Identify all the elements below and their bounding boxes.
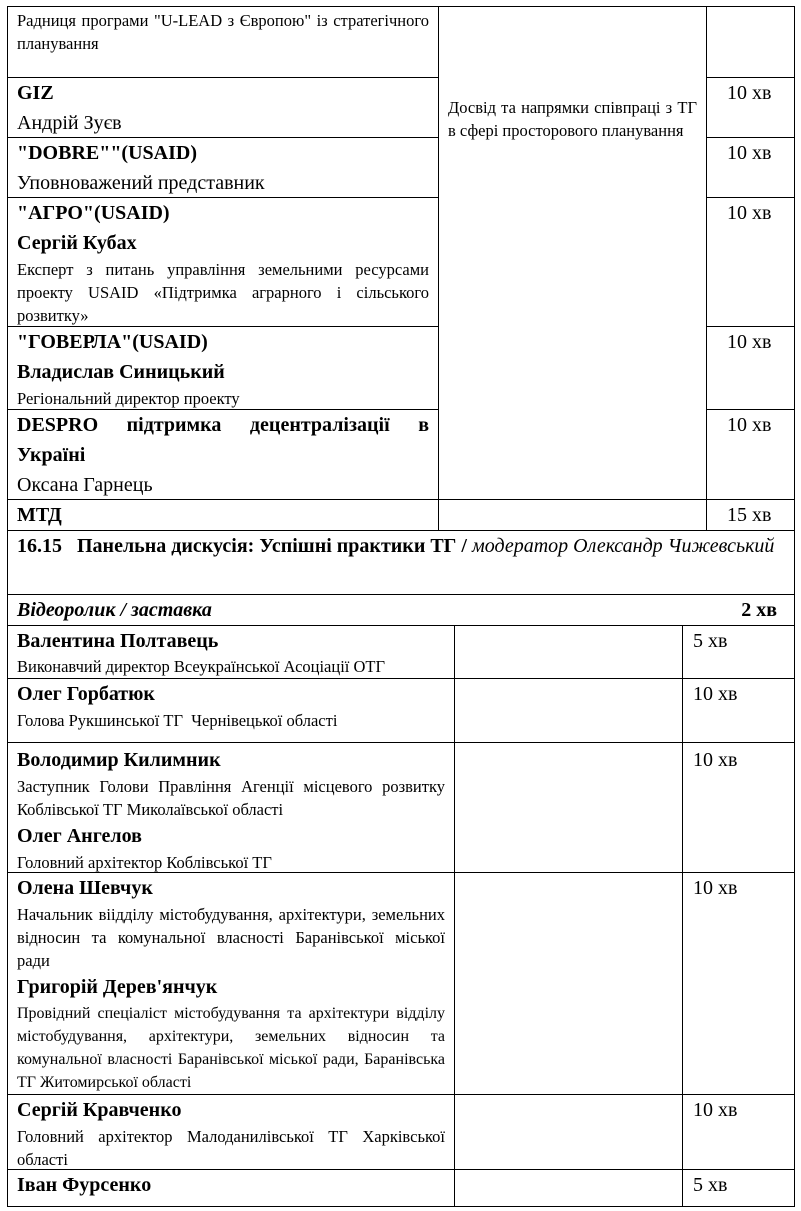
panel-title: Панельна дискусія: Успішні практики ТГ xyxy=(77,535,457,557)
empty-cell xyxy=(454,625,683,679)
duration: 5 хв xyxy=(693,630,728,652)
person-name: Оксана Гарнець xyxy=(17,474,153,496)
duration: 10 хв xyxy=(727,414,772,436)
empty-cell xyxy=(454,1094,683,1170)
panel-heading xyxy=(8,531,794,561)
video-duration: 2 хв xyxy=(741,599,777,621)
speaker-role: Виконавчий директор Всеукраїнської Асоціації ОТГ xyxy=(17,657,386,676)
empty-cell xyxy=(454,872,683,1095)
duration: 10 хв xyxy=(727,331,772,353)
speaker-name: Олег Ангелов xyxy=(17,825,142,847)
org-cell xyxy=(7,326,439,410)
empty-cell xyxy=(454,678,683,743)
org-cell xyxy=(7,197,439,327)
duration: 5 хв xyxy=(693,1174,728,1196)
panel-separator: / xyxy=(461,535,467,557)
duration: 10 хв xyxy=(727,142,772,164)
video-label: Відеоролик / заставка xyxy=(17,599,212,621)
topic-cell xyxy=(438,6,707,500)
speaker-role: Начальник віідділу містобудування, архітектури, земельних відносин та комунальної власності Баранівської міської ради xyxy=(17,905,445,970)
duration: 10 хв xyxy=(727,82,772,104)
speaker-cell xyxy=(7,625,455,679)
time-cell xyxy=(706,77,795,138)
person-name: Уповноважений представник xyxy=(17,172,265,194)
speaker-cell xyxy=(7,872,455,1095)
org-name: GIZ xyxy=(17,82,54,104)
org-cell xyxy=(7,409,439,500)
speaker-cell xyxy=(7,678,455,743)
speaker-role: Заступник Голови Правління Агенції місцевого розвитку Коблівської ТГ Миколаївської області xyxy=(17,777,445,819)
speaker-cell xyxy=(7,742,455,873)
time-cell xyxy=(706,326,795,410)
speaker-role: Провідний спеціаліст містобудування та архітектури відділу містобудування, архітектури, земельних відносин та комунальної власності Баранівської міської ради, Баранівська ТГ Житомирської області xyxy=(17,1005,445,1091)
time-cell xyxy=(706,409,795,500)
org-description: Радниця програми "U-LEAD з Європою" із стратегічного планування xyxy=(17,11,429,53)
org-name: "АГРО"(USAID) xyxy=(17,202,170,224)
panel-header xyxy=(7,530,795,595)
org-name: DESPRO підтримка децентралізації в Україні xyxy=(17,414,429,466)
duration: 10 хв xyxy=(693,1099,738,1121)
org-name: "ГОВЕРЛА"(USAID) xyxy=(17,331,208,353)
time-cell xyxy=(706,499,795,531)
org-cell xyxy=(7,499,439,531)
time-cell xyxy=(706,197,795,327)
time-cell xyxy=(682,678,795,743)
org-cell xyxy=(7,77,439,138)
topic-cell xyxy=(438,499,707,531)
org-name: "DOBRE""(USAID) xyxy=(17,142,197,164)
person-role: Регіональний директор проекту xyxy=(17,389,240,408)
org-cell xyxy=(7,6,439,78)
speaker-role: Головний архітектор Коблівської ТГ xyxy=(17,853,272,872)
speaker-role: Головний архітектор Малоданилівської ТГ Харківської області xyxy=(17,1127,445,1169)
duration: 10 хв xyxy=(727,202,772,224)
time-cell xyxy=(706,6,795,78)
person-name: Сергій Кубах xyxy=(17,232,137,254)
time-cell xyxy=(682,1094,795,1170)
empty-cell xyxy=(454,742,683,873)
speaker-name: Володимир Килимник xyxy=(17,749,221,771)
time-cell xyxy=(682,742,795,873)
duration: 10 хв xyxy=(693,877,738,899)
person-role: Експерт з питань управління земельними ресурсами проекту USAID «Підтримка аграрного і сільського розвитку» xyxy=(17,260,429,325)
panel-moderator: модератор Олександр Чижевський xyxy=(471,535,775,557)
speaker-name: Григорій Дерев'янчук xyxy=(17,976,218,998)
person-name: Андрій Зуєв xyxy=(17,112,122,134)
duration: 10 хв xyxy=(693,749,738,771)
person-name: Владислав Синицький xyxy=(17,361,225,383)
speaker-cell xyxy=(7,1094,455,1170)
topic-text: Досвід та напрямки співпраці з ТГ в сфері просторового планування xyxy=(448,98,697,140)
speaker-name: Олена Шевчук xyxy=(17,877,153,899)
time-cell xyxy=(682,625,795,679)
time-cell xyxy=(682,872,795,1095)
speaker-role: Голова Рукшинської ТГ Чернівецької області xyxy=(17,711,338,730)
speaker-cell xyxy=(7,1169,455,1207)
speaker-name: Олег Горбатюк xyxy=(17,683,155,705)
time-cell xyxy=(706,137,795,198)
speaker-name: Валентина Полтавець xyxy=(17,630,219,652)
video-row xyxy=(7,594,795,626)
empty-cell xyxy=(454,1169,683,1207)
org-cell xyxy=(7,137,439,198)
duration: 15 хв xyxy=(727,504,772,526)
speaker-name: Сергій Кравченко xyxy=(17,1099,182,1121)
speaker-name: Іван Фурсенко xyxy=(17,1174,152,1196)
org-name: МТД xyxy=(17,504,62,526)
duration: 10 хв xyxy=(693,683,738,705)
panel-time: 16.15 xyxy=(17,535,62,557)
time-cell xyxy=(682,1169,795,1207)
